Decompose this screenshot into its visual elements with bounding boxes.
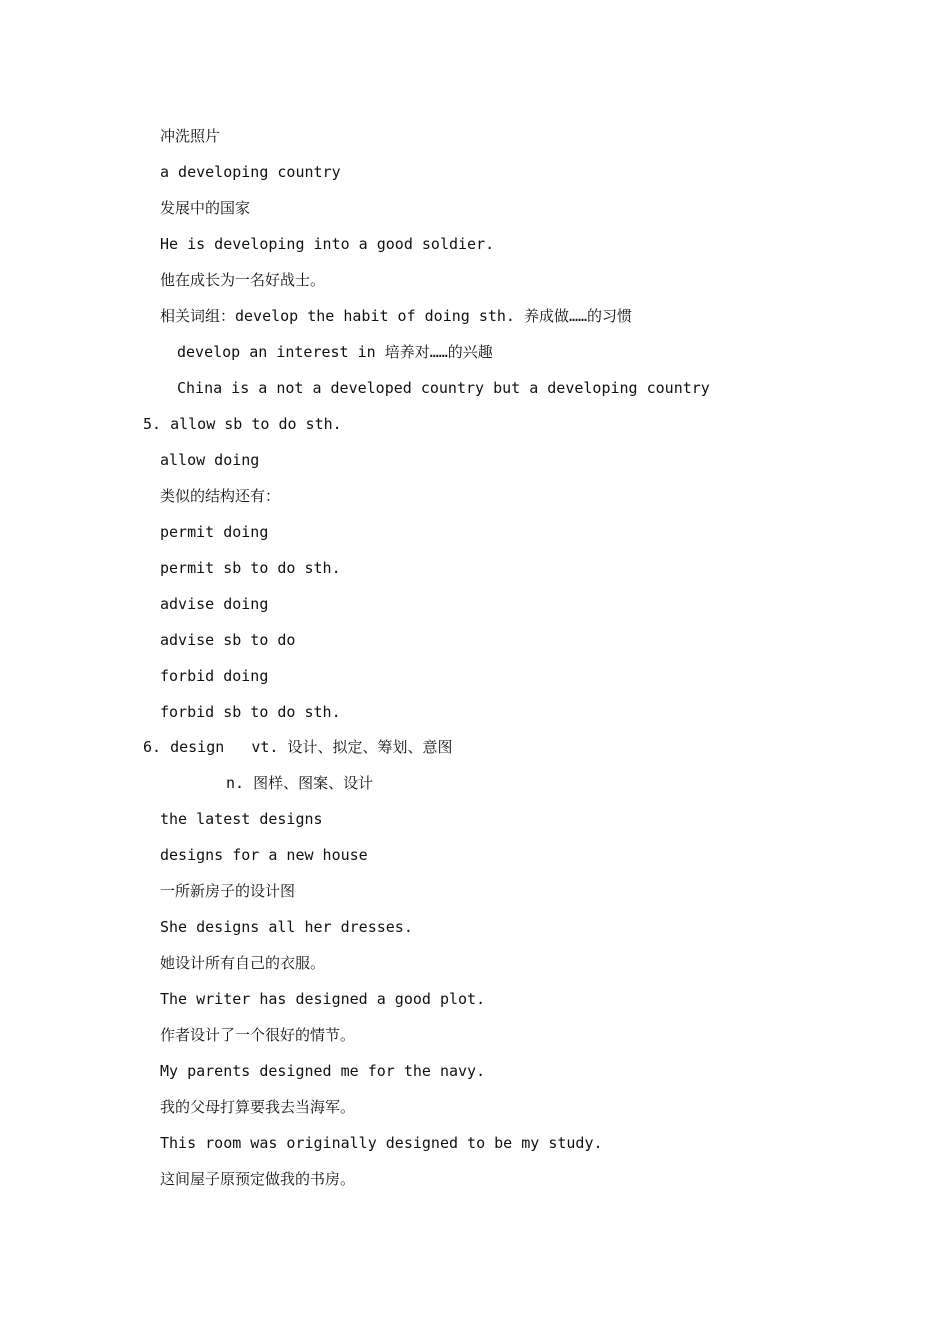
- text-line: forbid doing: [160, 667, 269, 685]
- text-line: permit doing: [160, 523, 269, 541]
- text-line: 作者设计了一个很好的情节。: [160, 1026, 356, 1044]
- list-item-heading: 5. allow sb to do sth.: [143, 415, 342, 433]
- text-line: This room was originally designed to be my study.: [160, 1134, 603, 1152]
- text-line: 相关词组：develop the habit of doing sth. 养成做……的习惯: [160, 307, 633, 325]
- text-line: 发展中的国家: [160, 199, 251, 217]
- text-line: 这间屋子原预定做我的书房。: [160, 1170, 356, 1188]
- text-line: develop an interest in 培养对……的兴趣: [177, 343, 493, 361]
- text-line: 冲洗照片: [160, 127, 221, 145]
- text-line: a developing country: [160, 163, 341, 181]
- text-line: 类似的结构还有：: [160, 487, 281, 505]
- text-line: 她设计所有自己的衣服。: [160, 954, 326, 972]
- text-line: n. 图样、图案、设计: [226, 774, 374, 792]
- text-line: advise doing: [160, 595, 269, 613]
- text-line: allow doing: [160, 451, 260, 469]
- text-line: 一所新房子的设计图: [160, 882, 296, 900]
- text-line: China is a not a developed country but a developing country: [177, 379, 710, 397]
- list-item-heading: 6. design vt. 设计、拟定、筹划、意图: [143, 738, 453, 756]
- text-line: the latest designs: [160, 810, 323, 828]
- text-line: forbid sb to do sth.: [160, 703, 341, 721]
- text-line: He is developing into a good soldier.: [160, 235, 495, 253]
- text-line: 他在成长为一名好战士。: [160, 271, 326, 289]
- text-line: The writer has designed a good plot.: [160, 990, 486, 1008]
- text-line: She designs all her dresses.: [160, 918, 413, 936]
- text-line: 我的父母打算要我去当海军。: [160, 1098, 356, 1116]
- text-line: designs for a new house: [160, 846, 368, 864]
- text-line: permit sb to do sth.: [160, 559, 341, 577]
- text-line: advise sb to do: [160, 631, 296, 649]
- text-line: My parents designed me for the navy.: [160, 1062, 486, 1080]
